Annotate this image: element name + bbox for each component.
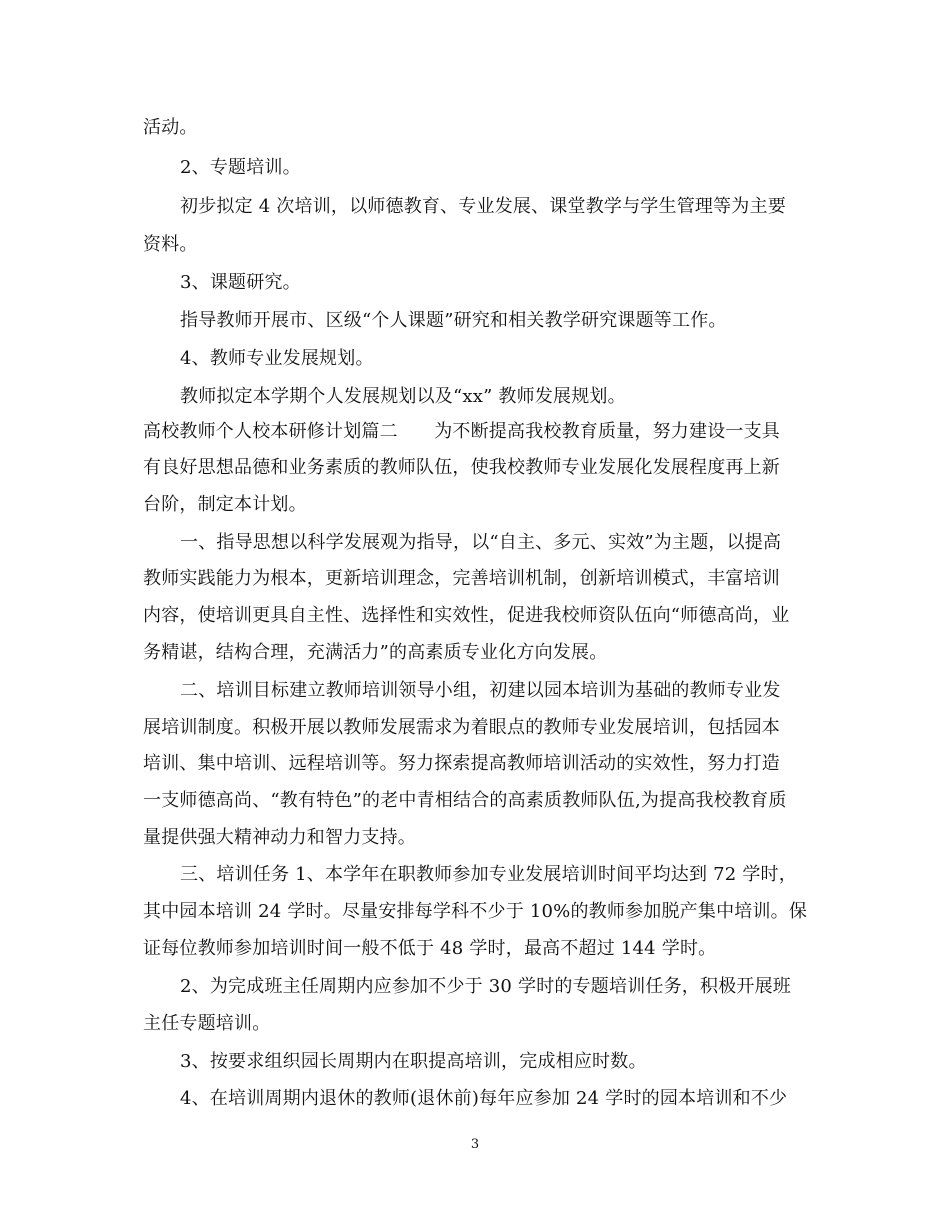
text-line: 2、为完成班主任周期内应参加不少于 30 学时的专题培训任务，积极开展班: [180, 976, 791, 997]
text-line: 主任专题培训。: [143, 1013, 271, 1034]
text-line: 教师实践能力为根本，更新培训理念，完善培训机制，创新培训模式，丰富培训: [143, 568, 780, 589]
text-line: 内容，使培训更具自主性、选择性和实效性，促进我校师资队伍向“师德高尚，业: [143, 605, 790, 626]
text-line: 4、在培训周期内退休的教师(退休前)每年应参加 24 学时的园本培训和不少: [180, 1088, 788, 1109]
text-line: 教师拟定本学期个人发展规划以及“xx” 教师发展规划。: [180, 386, 626, 407]
text-line: 务精谌，结构合理，充满活力”的高素质专业化方向发展。: [143, 642, 608, 663]
text-line: 展培训制度。积极开展以教师发展需求为着眼点的教师专业发展培训，包括园本: [143, 717, 780, 738]
text-line: 3、按要求组织园长周期内在职提高培训，完成相应时数。: [180, 1051, 647, 1072]
text-line: 3、课题研究。: [180, 272, 301, 293]
text-line: 2、专题培训。: [180, 157, 301, 178]
text-line: 培训、集中培训、远程培训等。努力探索提高教师培训活动的实效性，努力打造: [143, 753, 780, 774]
text-line: 证每位教师参加培训时间一般不低于 48 学时，最高不超过 144 学时。: [143, 938, 717, 959]
text-line: 活动。: [143, 117, 198, 138]
text-line: 指导教师开展市、区级“个人课题”研究和相关教学研究课题等工作。: [180, 310, 727, 331]
text-line: 其中园本培训 24 学时。尽量安排每学科不少于 10%的教师参加脱产集中培训。保: [143, 901, 808, 922]
text-line: 量提供强大精神动力和智力支持。: [143, 827, 416, 848]
text-line: 高校教师个人校本研修计划篇二 为不断提高我校教育质量，努力建设一支具: [143, 421, 780, 442]
text-line: 初步拟定 4 次培训，以师德教育、专业发展、课堂教学与学生管理等为主要: [180, 196, 786, 217]
text-line: 4、教师专业发展规划。: [180, 348, 374, 369]
text-line: 资料。: [143, 234, 198, 255]
text-line: 一、指导思想以科学发展观为指导，以“自主、多元、实效”为主题，以提高: [180, 532, 782, 553]
text-line: 一支师德高尚、“教有特色”的老中青相结合的高素质教师队伍,为提高我校教育质: [143, 790, 787, 811]
text-line: 有良好思想品德和业务素质的教师队伍，使我校教师专业发展化发展程度再上新: [143, 457, 780, 478]
text-line: 二、培训目标建立教师培训领导小组，初建以园本培训为基础的教师专业发: [180, 680, 781, 701]
text-line: 台阶，制定本计划。: [143, 494, 307, 515]
text-line: 三、培训任务 1、本学年在职教师参加专业发展培训时间平均达到 72 学时，: [180, 864, 797, 885]
page-number: 3: [470, 1137, 480, 1152]
